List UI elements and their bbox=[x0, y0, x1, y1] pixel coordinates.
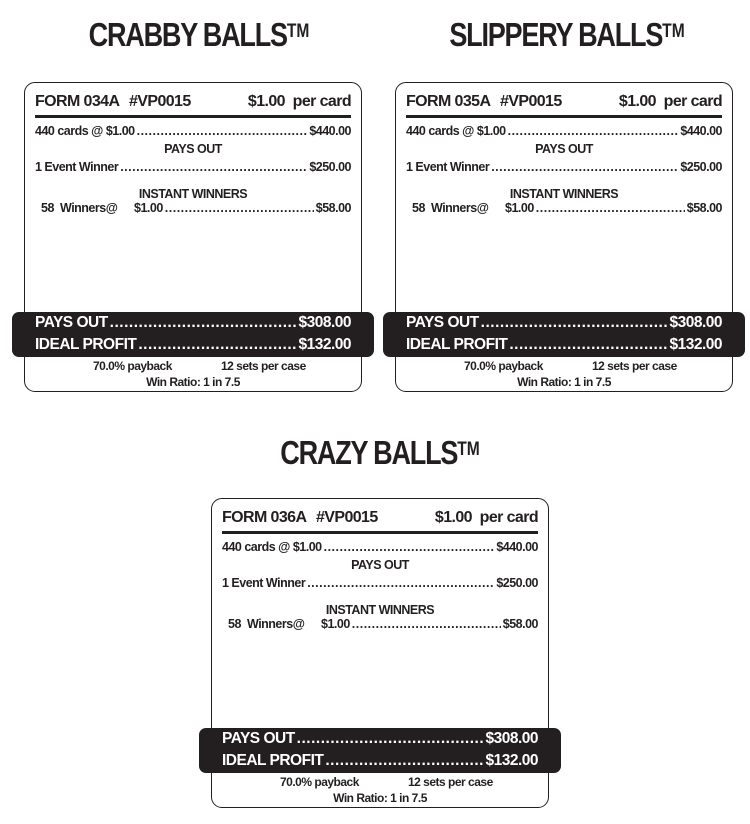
ideal-profit-value: $132.00 bbox=[485, 752, 538, 769]
win-ratio-text: Win Ratio: 1 in 7.5 bbox=[333, 791, 427, 805]
pays-out-heading bbox=[222, 558, 538, 572]
ideal-profit-total bbox=[35, 336, 351, 354]
form-number: FORM 034A bbox=[35, 93, 120, 110]
cards-label: 440 cards @ $1.00 bbox=[222, 540, 322, 554]
game-card bbox=[24, 82, 362, 392]
header-rule bbox=[406, 115, 722, 118]
event-value: $250.00 bbox=[496, 576, 538, 590]
payback bbox=[93, 359, 172, 373]
payback-text: 70.0% payback bbox=[464, 359, 543, 373]
game-title bbox=[419, 16, 714, 54]
cards-value: $440.00 bbox=[496, 540, 538, 554]
win-ratio bbox=[406, 375, 722, 389]
product-code: #VP0015 bbox=[500, 93, 562, 110]
form-number: FORM 035A bbox=[406, 93, 491, 110]
totals-band bbox=[199, 728, 561, 773]
game-title-text: CRABBY BALLS bbox=[88, 16, 287, 53]
instant-winners-heading bbox=[35, 187, 351, 201]
ideal-profit-total bbox=[222, 752, 538, 770]
card-header bbox=[222, 509, 538, 527]
sets-text: 12 sets per case bbox=[221, 359, 306, 373]
winners-price: $1.00 bbox=[505, 201, 534, 215]
totals-band bbox=[12, 312, 374, 357]
price-per-card: $1.00 per card bbox=[618, 93, 722, 110]
instant-winners-heading bbox=[222, 603, 538, 617]
form-number: FORM 036A bbox=[222, 509, 307, 526]
event-value: $250.00 bbox=[309, 160, 351, 174]
winners-label: Winners@ bbox=[60, 201, 118, 215]
instant-winners-heading-text: INSTANT WINNERS bbox=[138, 187, 248, 201]
event-winner-line bbox=[222, 576, 538, 590]
trademark: TM bbox=[457, 439, 480, 460]
payback bbox=[280, 775, 359, 789]
winners-value: $58.00 bbox=[686, 201, 722, 215]
winners-label: Winners@ bbox=[431, 201, 489, 215]
event-label: 1 Event Winner bbox=[406, 160, 490, 174]
sets-text: 12 sets per case bbox=[592, 359, 677, 373]
pays-out-heading-text: PAYS OUT bbox=[535, 142, 593, 156]
product-code: #VP0015 bbox=[129, 93, 191, 110]
cards-line bbox=[35, 124, 351, 138]
cards-value: $440.00 bbox=[680, 124, 722, 138]
cards-label: 440 cards @ $1.00 bbox=[35, 124, 135, 138]
sets-per-case bbox=[221, 359, 306, 373]
pays-out-heading bbox=[406, 142, 722, 156]
header-rule bbox=[35, 115, 351, 118]
winners-line bbox=[412, 201, 722, 215]
product-code: #VP0015 bbox=[316, 509, 378, 526]
winners-line bbox=[41, 201, 351, 215]
instant-winners-heading-text: INSTANT WINNERS bbox=[509, 187, 619, 201]
pays-out-label: PAYS OUT bbox=[406, 314, 479, 331]
game-title bbox=[232, 434, 527, 472]
ideal-profit-label: IDEAL PROFIT bbox=[222, 752, 324, 769]
game-card bbox=[211, 498, 549, 808]
ideal-profit-label: IDEAL PROFIT bbox=[35, 336, 137, 353]
pays-out-heading-text: PAYS OUT bbox=[351, 558, 409, 572]
payback-text: 70.0% payback bbox=[280, 775, 359, 789]
pays-out-heading-text: PAYS OUT bbox=[164, 142, 222, 156]
event-label: 1 Event Winner bbox=[35, 160, 119, 174]
sets-per-case bbox=[592, 359, 677, 373]
sets-per-case bbox=[408, 775, 493, 789]
winners-count: 58 bbox=[41, 201, 54, 215]
game-card bbox=[395, 82, 733, 392]
event-winner-line bbox=[406, 160, 722, 174]
pays-out-value: $308.00 bbox=[485, 730, 538, 747]
game-title-text: SLIPPERY BALLS bbox=[449, 16, 663, 53]
game-title-text: CRAZY BALLS bbox=[280, 434, 458, 471]
pays-out-label: PAYS OUT bbox=[35, 314, 108, 331]
winners-count: 58 bbox=[412, 201, 425, 215]
win-ratio-text: Win Ratio: 1 in 7.5 bbox=[517, 375, 611, 389]
pays-out-value: $308.00 bbox=[298, 314, 351, 331]
cards-line bbox=[222, 540, 538, 554]
event-value: $250.00 bbox=[680, 160, 722, 174]
price-per-card: $1.00 per card bbox=[434, 509, 538, 526]
ideal-profit-label: IDEAL PROFIT bbox=[406, 336, 508, 353]
card-header bbox=[35, 93, 351, 111]
pays-out-label: PAYS OUT bbox=[222, 730, 295, 747]
winners-price: $1.00 bbox=[134, 201, 163, 215]
event-label: 1 Event Winner bbox=[222, 576, 306, 590]
winners-label: Winners@ bbox=[247, 617, 305, 631]
ideal-profit-value: $132.00 bbox=[298, 336, 351, 353]
win-ratio-text: Win Ratio: 1 in 7.5 bbox=[146, 375, 240, 389]
header-rule bbox=[222, 531, 538, 534]
winners-price: $1.00 bbox=[321, 617, 350, 631]
payback bbox=[464, 359, 543, 373]
winners-value: $58.00 bbox=[502, 617, 538, 631]
instant-winners-heading bbox=[406, 187, 722, 201]
card-header bbox=[406, 93, 722, 111]
trademark: TM bbox=[286, 21, 310, 42]
sets-text: 12 sets per case bbox=[408, 775, 493, 789]
pays-out-total bbox=[222, 730, 538, 748]
winners-value: $58.00 bbox=[315, 201, 351, 215]
instant-winners-heading-text: INSTANT WINNERS bbox=[325, 603, 435, 617]
price-per-card: $1.00 per card bbox=[247, 93, 351, 110]
cards-value: $440.00 bbox=[309, 124, 351, 138]
cards-label: 440 cards @ $1.00 bbox=[406, 124, 506, 138]
pays-out-total bbox=[406, 314, 722, 332]
game-title bbox=[51, 16, 346, 54]
event-winner-line bbox=[35, 160, 351, 174]
winners-count: 58 bbox=[228, 617, 241, 631]
pays-out-heading bbox=[35, 142, 351, 156]
payback-text: 70.0% payback bbox=[93, 359, 172, 373]
trademark: TM bbox=[662, 21, 685, 42]
win-ratio bbox=[35, 375, 351, 389]
totals-band bbox=[383, 312, 745, 357]
pays-out-total bbox=[35, 314, 351, 332]
ideal-profit-total bbox=[406, 336, 722, 354]
winners-line bbox=[228, 617, 538, 631]
cards-line bbox=[406, 124, 722, 138]
win-ratio bbox=[222, 791, 538, 805]
pays-out-value: $308.00 bbox=[669, 314, 722, 331]
ideal-profit-value: $132.00 bbox=[669, 336, 722, 353]
